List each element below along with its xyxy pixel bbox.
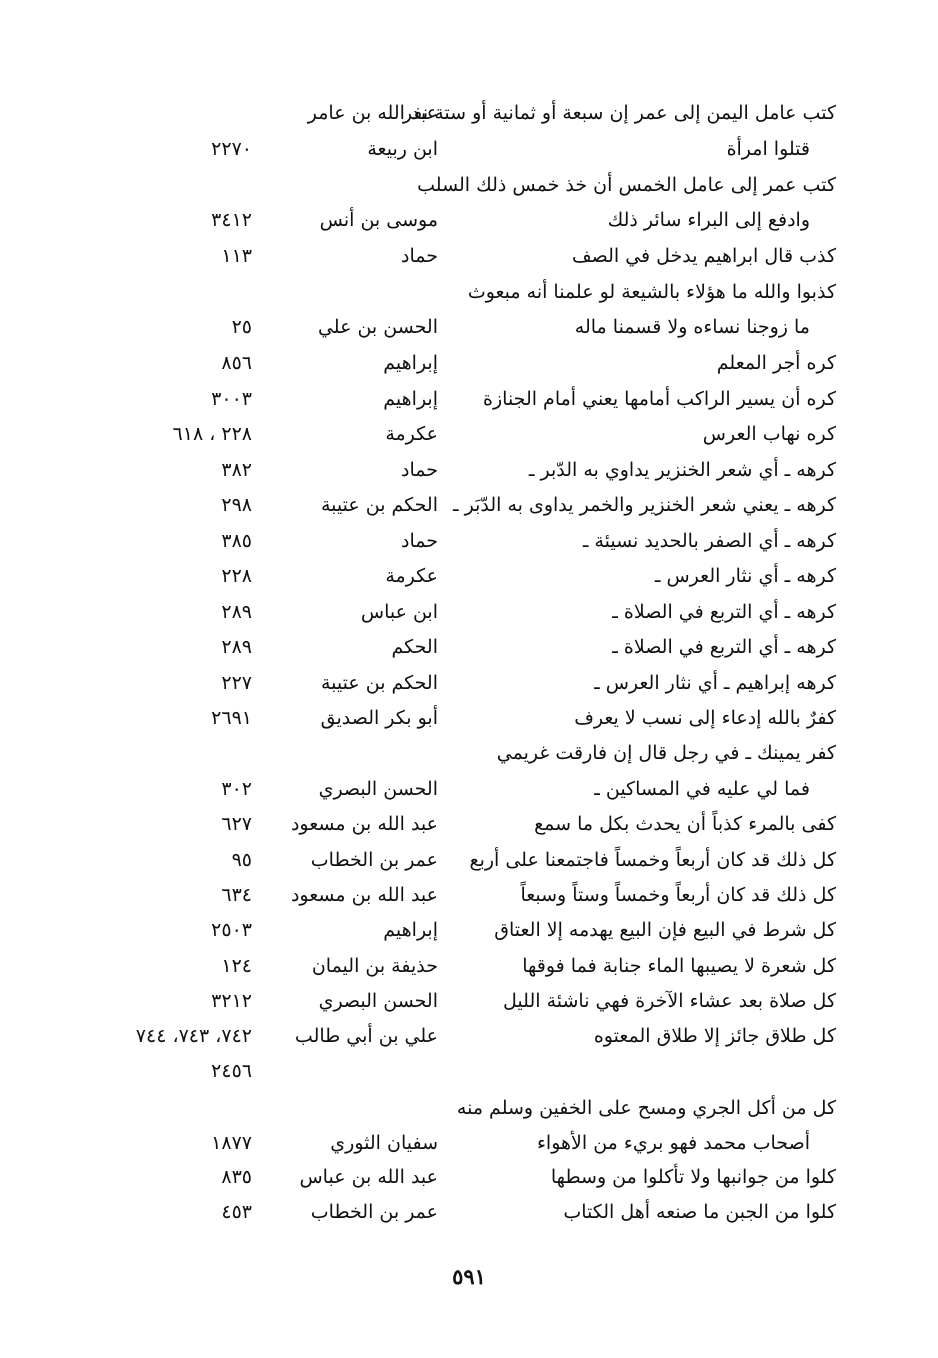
entry-number: ٢٨٩ bbox=[221, 601, 252, 623]
entry-narrator: الحسن البصري bbox=[318, 778, 438, 800]
index-entry bbox=[0, 667, 938, 699]
entry-text: كتب عامل اليمن إلى عمر إن سبعة أو ثمانية أو ستة نفر bbox=[402, 102, 836, 124]
page-number: ٥٩١ bbox=[452, 1264, 486, 1289]
entry-text: كره أن يسير الراكب أمامها يعني أمام الجنازة bbox=[483, 388, 836, 410]
entry-number: ٢٥٠٣ bbox=[211, 919, 252, 941]
entry-number: ٢٢٨ bbox=[221, 565, 252, 587]
index-entry bbox=[0, 1161, 938, 1193]
index-entry bbox=[0, 383, 938, 415]
entry-text: كل صلاة بعد عشاء الآخرة فهي ناشئة الليل bbox=[503, 990, 836, 1012]
index-entry bbox=[0, 1092, 938, 1124]
entry-number: ٨٣٥ bbox=[221, 1166, 252, 1188]
entry-narrator: عبد الله بن عامر bbox=[307, 102, 438, 124]
entry-narrator: إبراهيم bbox=[383, 919, 438, 941]
index-entry bbox=[0, 808, 938, 840]
entry-number: ٢٢٧٠ bbox=[211, 138, 252, 160]
entry-narrator: حذيفة بن اليمان bbox=[311, 955, 438, 977]
entry-narrator: حماد bbox=[401, 459, 438, 481]
entry-text: كرهه ـ أي نثار العرس ـ bbox=[654, 565, 836, 587]
entry-narrator: عمر بن الخطاب bbox=[310, 849, 438, 871]
entry-number: ٣٠٠٣ bbox=[211, 388, 252, 410]
entry-text: كرهه ـ أي التربع في الصلاة ـ bbox=[612, 601, 836, 623]
entry-narrator: الحسن بن علي bbox=[317, 316, 438, 338]
index-entry bbox=[0, 347, 938, 379]
index-entry bbox=[0, 950, 938, 982]
entry-text: كفى بالمرء كذباً أن يحدث بكل ما سمع bbox=[534, 813, 836, 835]
entry-narrator: علي بن أبي طالب bbox=[294, 1025, 438, 1047]
entry-number: ٢٥ bbox=[231, 316, 252, 338]
entry-narrator: عكرمة bbox=[385, 565, 438, 587]
entry-text: كل ذلك قد كان أربعاً وخمساً وستاً وسبعاً bbox=[520, 884, 836, 906]
entry-number: ٢٤٥٦ bbox=[211, 1060, 252, 1082]
entry-number: ٨٥٦ bbox=[221, 352, 252, 374]
entry-text: كلوا من الجبن ما صنعه أهل الكتاب bbox=[563, 1201, 836, 1223]
entry-narrator: عكرمة bbox=[385, 423, 438, 445]
entry-text: كلوا من جوانبها ولا تأكلوا من وسطها bbox=[550, 1166, 836, 1188]
entry-text: كل شعرة لا يصيبها الماء جنابة فما فوقها bbox=[522, 955, 836, 977]
entry-text: كل شرط في البيع فإن البيع يهدمه إلا العتاق bbox=[494, 919, 836, 941]
index-entry bbox=[0, 737, 938, 769]
entry-text: كل ذلك قد كان أربعاً وخمساً فاجتمعنا على أربع bbox=[469, 849, 836, 871]
entry-narrator: عبد الله بن مسعود bbox=[290, 813, 438, 835]
entry-narrator: عبد الله بن مسعود bbox=[290, 884, 438, 906]
entry-text: كل من أكل الجري ومسح على الخفين وسلم منه bbox=[456, 1097, 836, 1119]
entry-text: كذبوا والله ما هؤلاء بالشيعة لو علمنا أنه مبعوث bbox=[467, 281, 836, 303]
index-entry bbox=[0, 489, 938, 521]
entry-text: فما لي عليه في المساكين ـ bbox=[594, 778, 810, 800]
index-entry bbox=[0, 97, 938, 129]
index-entry bbox=[0, 773, 938, 805]
entry-number: ٢٢٧ bbox=[221, 672, 252, 694]
entry-narrator: أبو بكر الصديق bbox=[320, 707, 438, 729]
index-entry bbox=[0, 985, 938, 1017]
entry-number: ٦٢٧ bbox=[221, 813, 252, 835]
index-entry bbox=[0, 240, 938, 272]
entry-narrator: الحكم بن عتيبة bbox=[320, 494, 438, 516]
entry-number: ٣٨٥ bbox=[221, 530, 252, 552]
entry-text: ما زوجنا نساءه ولا قسمنا ماله bbox=[574, 316, 810, 338]
entry-text: كره نهاب العرس bbox=[702, 423, 836, 445]
entry-text: كرهه إبراهيم ـ أي نثار العرس ـ bbox=[594, 672, 836, 694]
index-entry bbox=[0, 631, 938, 663]
entry-narrator: ابن عباس bbox=[360, 601, 438, 623]
entry-narrator: موسى بن أنس bbox=[319, 209, 438, 231]
index-entry bbox=[0, 1196, 938, 1228]
entry-number: ٢٢٨ ، ٦١٨ bbox=[172, 423, 252, 445]
entry-number: ٣٨٢ bbox=[221, 459, 252, 481]
index-entry bbox=[0, 311, 938, 343]
entry-number: ٣٠٢ bbox=[221, 778, 252, 800]
index-entry bbox=[0, 596, 938, 628]
entry-text: كرهه ـ أي الصفر بالحديد نسيئة ـ bbox=[582, 530, 836, 552]
entry-narrator: حماد bbox=[401, 530, 438, 552]
index-entry bbox=[0, 454, 938, 486]
entry-narrator: ابن ربيعة bbox=[367, 138, 438, 160]
entry-text: قتلوا امرأة bbox=[726, 138, 810, 160]
entry-number: ٢٩٨ bbox=[221, 494, 252, 516]
index-entry bbox=[0, 525, 938, 557]
entry-narrator: الحكم bbox=[391, 636, 438, 658]
index-entry bbox=[0, 1055, 938, 1087]
entry-text: أصحاب محمد فهو بريء من الأهواء bbox=[537, 1132, 810, 1154]
entry-number: ١٨٧٧ bbox=[211, 1132, 252, 1154]
index-entry bbox=[0, 1020, 938, 1052]
entry-text: كفرٌ بالله إدعاء إلى نسب لا يعرف bbox=[574, 707, 836, 729]
entry-text: كل طلاق جائز إلا طلاق المعتوه bbox=[593, 1025, 836, 1047]
entry-number: ٢٨٩ bbox=[221, 636, 252, 658]
entry-number: ٤٥٣ bbox=[221, 1201, 252, 1223]
entry-narrator: عمر بن الخطاب bbox=[310, 1201, 438, 1223]
entry-text: وادفع إلى البراء سائر ذلك bbox=[607, 209, 810, 231]
entry-number: ٧٤٢، ٧٤٣، ٧٤٤ bbox=[135, 1025, 252, 1047]
entry-number: ٩٥ bbox=[231, 849, 252, 871]
index-entry bbox=[0, 418, 938, 450]
entry-narrator: سفيان الثوري bbox=[330, 1132, 438, 1154]
index-entry bbox=[0, 204, 938, 236]
entry-text: كرهه ـ أي شعر الخنزير يداوي به الدّبر ـ bbox=[528, 459, 836, 481]
entry-text: كرهه ـ أي التربع في الصلاة ـ bbox=[612, 636, 836, 658]
entry-number: ٢٦٩١ bbox=[211, 707, 252, 729]
entry-text: كره أجر المعلم bbox=[716, 352, 836, 374]
entry-number: ١١٣ bbox=[221, 245, 252, 267]
index-entry bbox=[0, 879, 938, 911]
entry-narrator: إبراهيم bbox=[383, 388, 438, 410]
index-entry bbox=[0, 914, 938, 946]
index-entry bbox=[0, 1127, 938, 1159]
index-entry bbox=[0, 560, 938, 592]
entry-text: كرهه ـ يعني شعر الخنزير والخمر يداوى به الدّبَر ـ bbox=[453, 494, 836, 516]
index-entry bbox=[0, 702, 938, 734]
index-entry bbox=[0, 844, 938, 876]
entry-number: ٣٤١٢ bbox=[211, 209, 252, 231]
index-entry bbox=[0, 276, 938, 308]
entry-number: ٣٢١٢ bbox=[211, 990, 252, 1012]
entry-number: ١٢٤ bbox=[221, 955, 252, 977]
entry-narrator: عبد الله بن عباس bbox=[299, 1166, 438, 1188]
entry-narrator: الحكم بن عتيبة bbox=[320, 672, 438, 694]
entry-text: كذب قال ابراهيم يدخل في الصف bbox=[571, 245, 836, 267]
entry-narrator: الحسن البصري bbox=[318, 990, 438, 1012]
entry-number: ٦٣٤ bbox=[221, 884, 252, 906]
index-entry bbox=[0, 133, 938, 165]
index-entry bbox=[0, 169, 938, 201]
entry-narrator: حماد bbox=[401, 245, 438, 267]
entry-text: كتب عمر إلى عامل الخمس أن خذ خمس ذلك السلب bbox=[417, 174, 836, 196]
entry-narrator: إبراهيم bbox=[383, 352, 438, 374]
entry-text: كفر يمينك ـ في رجل قال إن فارقت غريمي bbox=[496, 742, 836, 764]
